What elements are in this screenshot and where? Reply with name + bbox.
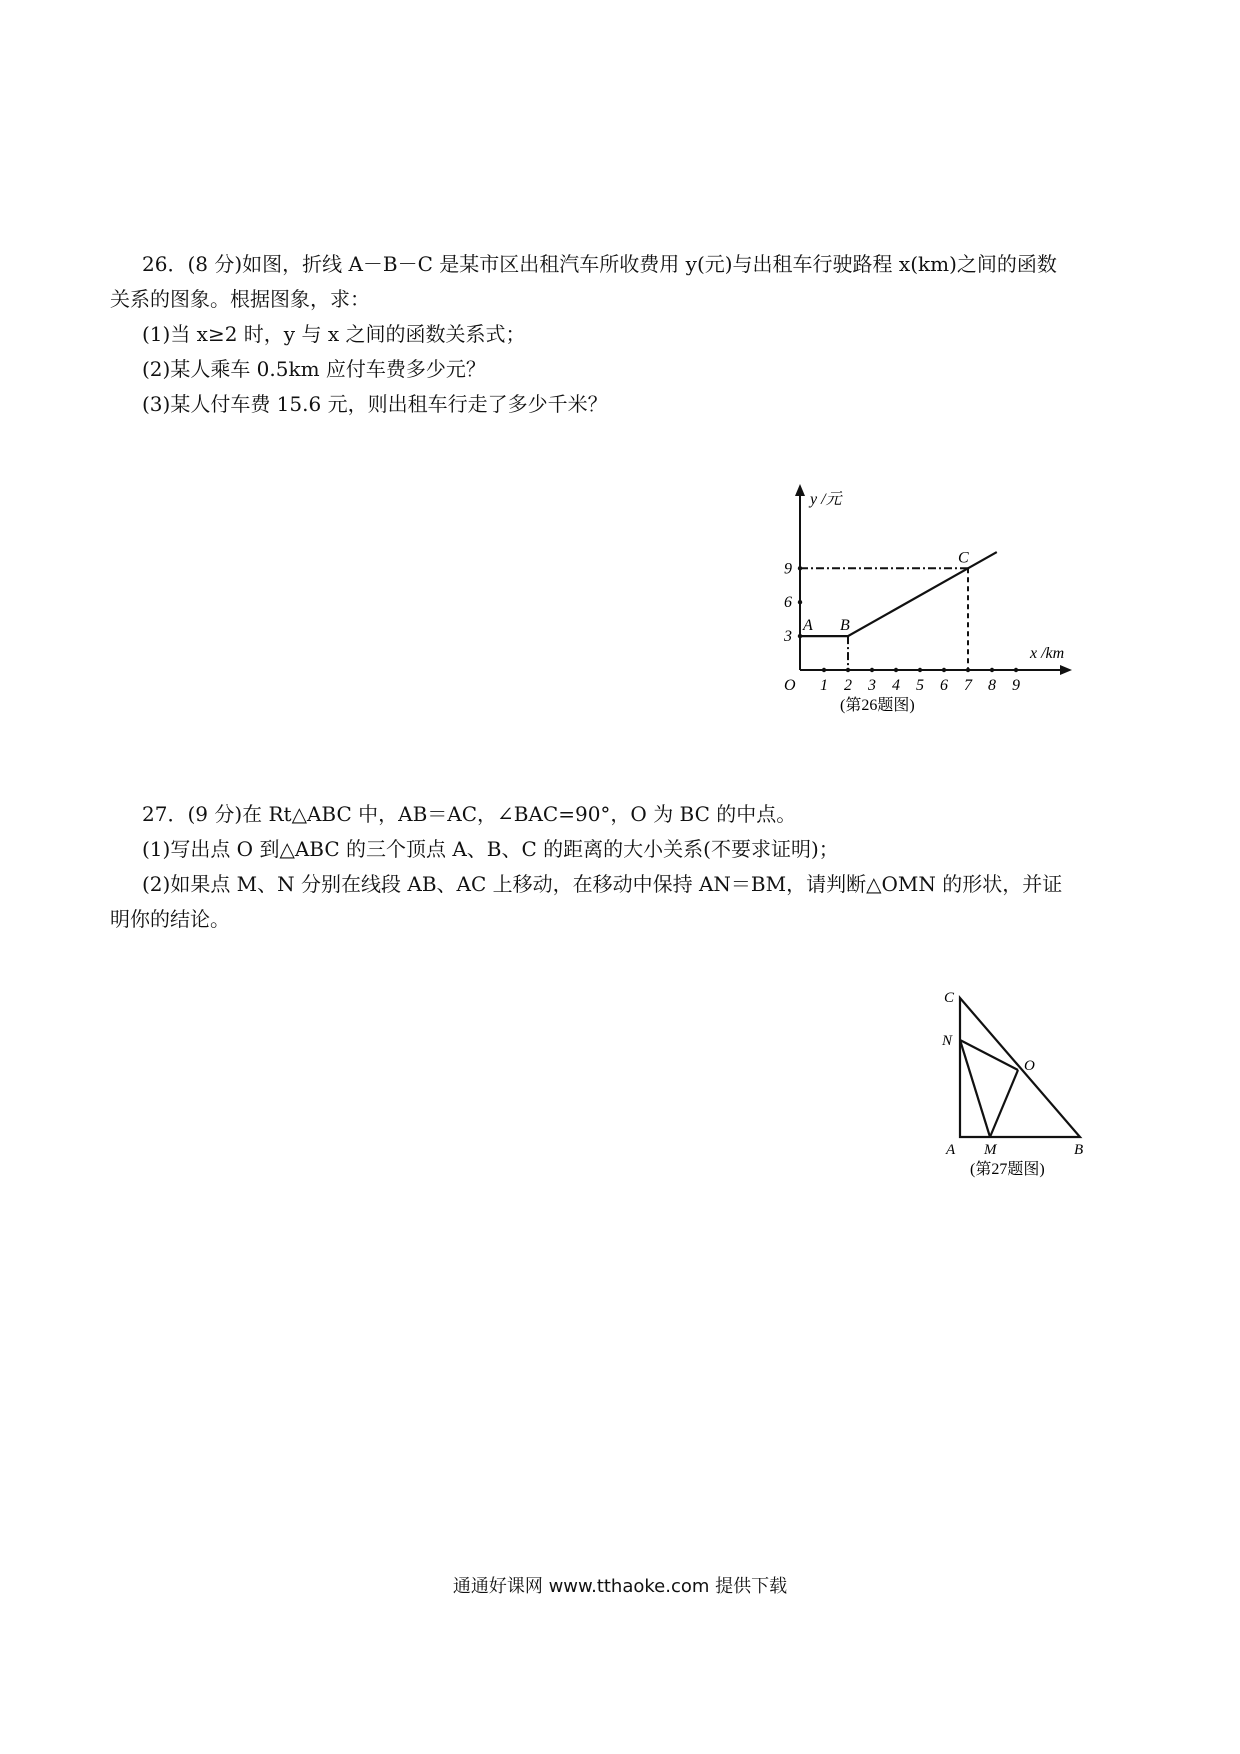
x-tick-label-9: 9 (1012, 677, 1020, 694)
x-tick-label-4: 4 (892, 677, 900, 694)
x-tick-label-5: 5 (916, 677, 924, 694)
label-o: O (1024, 1058, 1035, 1074)
segment-mo (990, 1070, 1018, 1137)
label-c: C (944, 990, 955, 1006)
x-tick-label-6: 6 (940, 677, 948, 694)
point-label-b: B (840, 617, 850, 635)
y-axis-arrow-icon (795, 484, 805, 496)
label-m: M (984, 1142, 997, 1158)
x-tick-label-7: 7 (964, 677, 972, 694)
x-tick-mark-6 (942, 668, 946, 672)
x-tick-mark-5 (918, 668, 922, 672)
page-footer: 通通好课网 www.tthaoke.com 提供下载 (452, 1576, 788, 1597)
x-axis-label: x /km (1030, 645, 1065, 662)
x-tick-label-8: 8 (988, 677, 996, 694)
q26-part2: (2)某人乘车 0.5km 应付车费多少元？ (142, 357, 486, 381)
q26-stem-line1: 26．(8 分)如图，折线 A－B－C 是某市区出租汽车所收费用 y(元)与出租车行驶路程 x(km)之间的函数 (142, 252, 1057, 276)
x-tick-mark-7 (966, 668, 970, 672)
label-b: B (1074, 1142, 1084, 1158)
y-tick-label-3: 3 (784, 628, 792, 646)
label-a: A (946, 1142, 956, 1158)
x-tick-label-3: 3 (868, 677, 876, 694)
x-tick-mark-4 (894, 668, 898, 672)
y-tick-label-6: 6 (784, 594, 792, 612)
q26-function-graph (760, 480, 1090, 720)
segment-nm (960, 1040, 990, 1137)
y-tick-label-9: 9 (784, 560, 792, 578)
point-label-c: C (958, 549, 969, 567)
q27-part1: (1)写出点 O 到△ABC 的三个顶点 A、B、C 的距离的大小关系(不要求证明)； (142, 837, 839, 861)
y-tick-mark-9 (798, 566, 802, 570)
x-axis-arrow-icon (1060, 665, 1072, 675)
x-tick-label-1: 1 (820, 677, 828, 694)
x-tick-label-2: 2 (844, 677, 852, 694)
q27-part2-line1: (2)如果点 M、N 分别在线段 AB、AC 上移动，在移动中保持 AN＝BM，请判断△OMN 的形状，并证 (142, 872, 1063, 896)
point-label-a: A (803, 617, 813, 635)
q26-part1: (1)当 x≥2 时，y 与 x 之间的函数关系式； (142, 322, 526, 346)
q26-stem-line2: 关系的图象。根据图象，求： (110, 287, 370, 311)
label-n: N (942, 1033, 953, 1049)
x-tick-mark-1 (822, 668, 826, 672)
x-tick-mark-3 (870, 668, 874, 672)
q27-part2-line2: 明你的结论。 (110, 907, 230, 931)
q26-figure-caption: (第26题图) (840, 697, 915, 714)
origin-label: O (784, 677, 796, 694)
q27-triangle-figure (930, 990, 1100, 1190)
y-axis-label: y /元 (810, 491, 842, 508)
q27-figure-caption: (第27题图) (970, 1161, 1045, 1178)
y-tick-mark-3 (798, 634, 802, 638)
x-tick-mark-2 (846, 668, 850, 672)
triangle-abc (960, 998, 1080, 1137)
q27-stem: 27．(9 分)在 Rt△ABC 中，AB＝AC，∠BAC=90°，O 为 BC 的中点。 (142, 802, 797, 826)
y-tick-mark-6 (798, 600, 802, 604)
x-tick-mark-9 (1014, 668, 1018, 672)
x-tick-mark-8 (990, 668, 994, 672)
q26-part3: (3)某人付车费 15.6 元，则出租车行走了多少千米？ (142, 392, 608, 416)
